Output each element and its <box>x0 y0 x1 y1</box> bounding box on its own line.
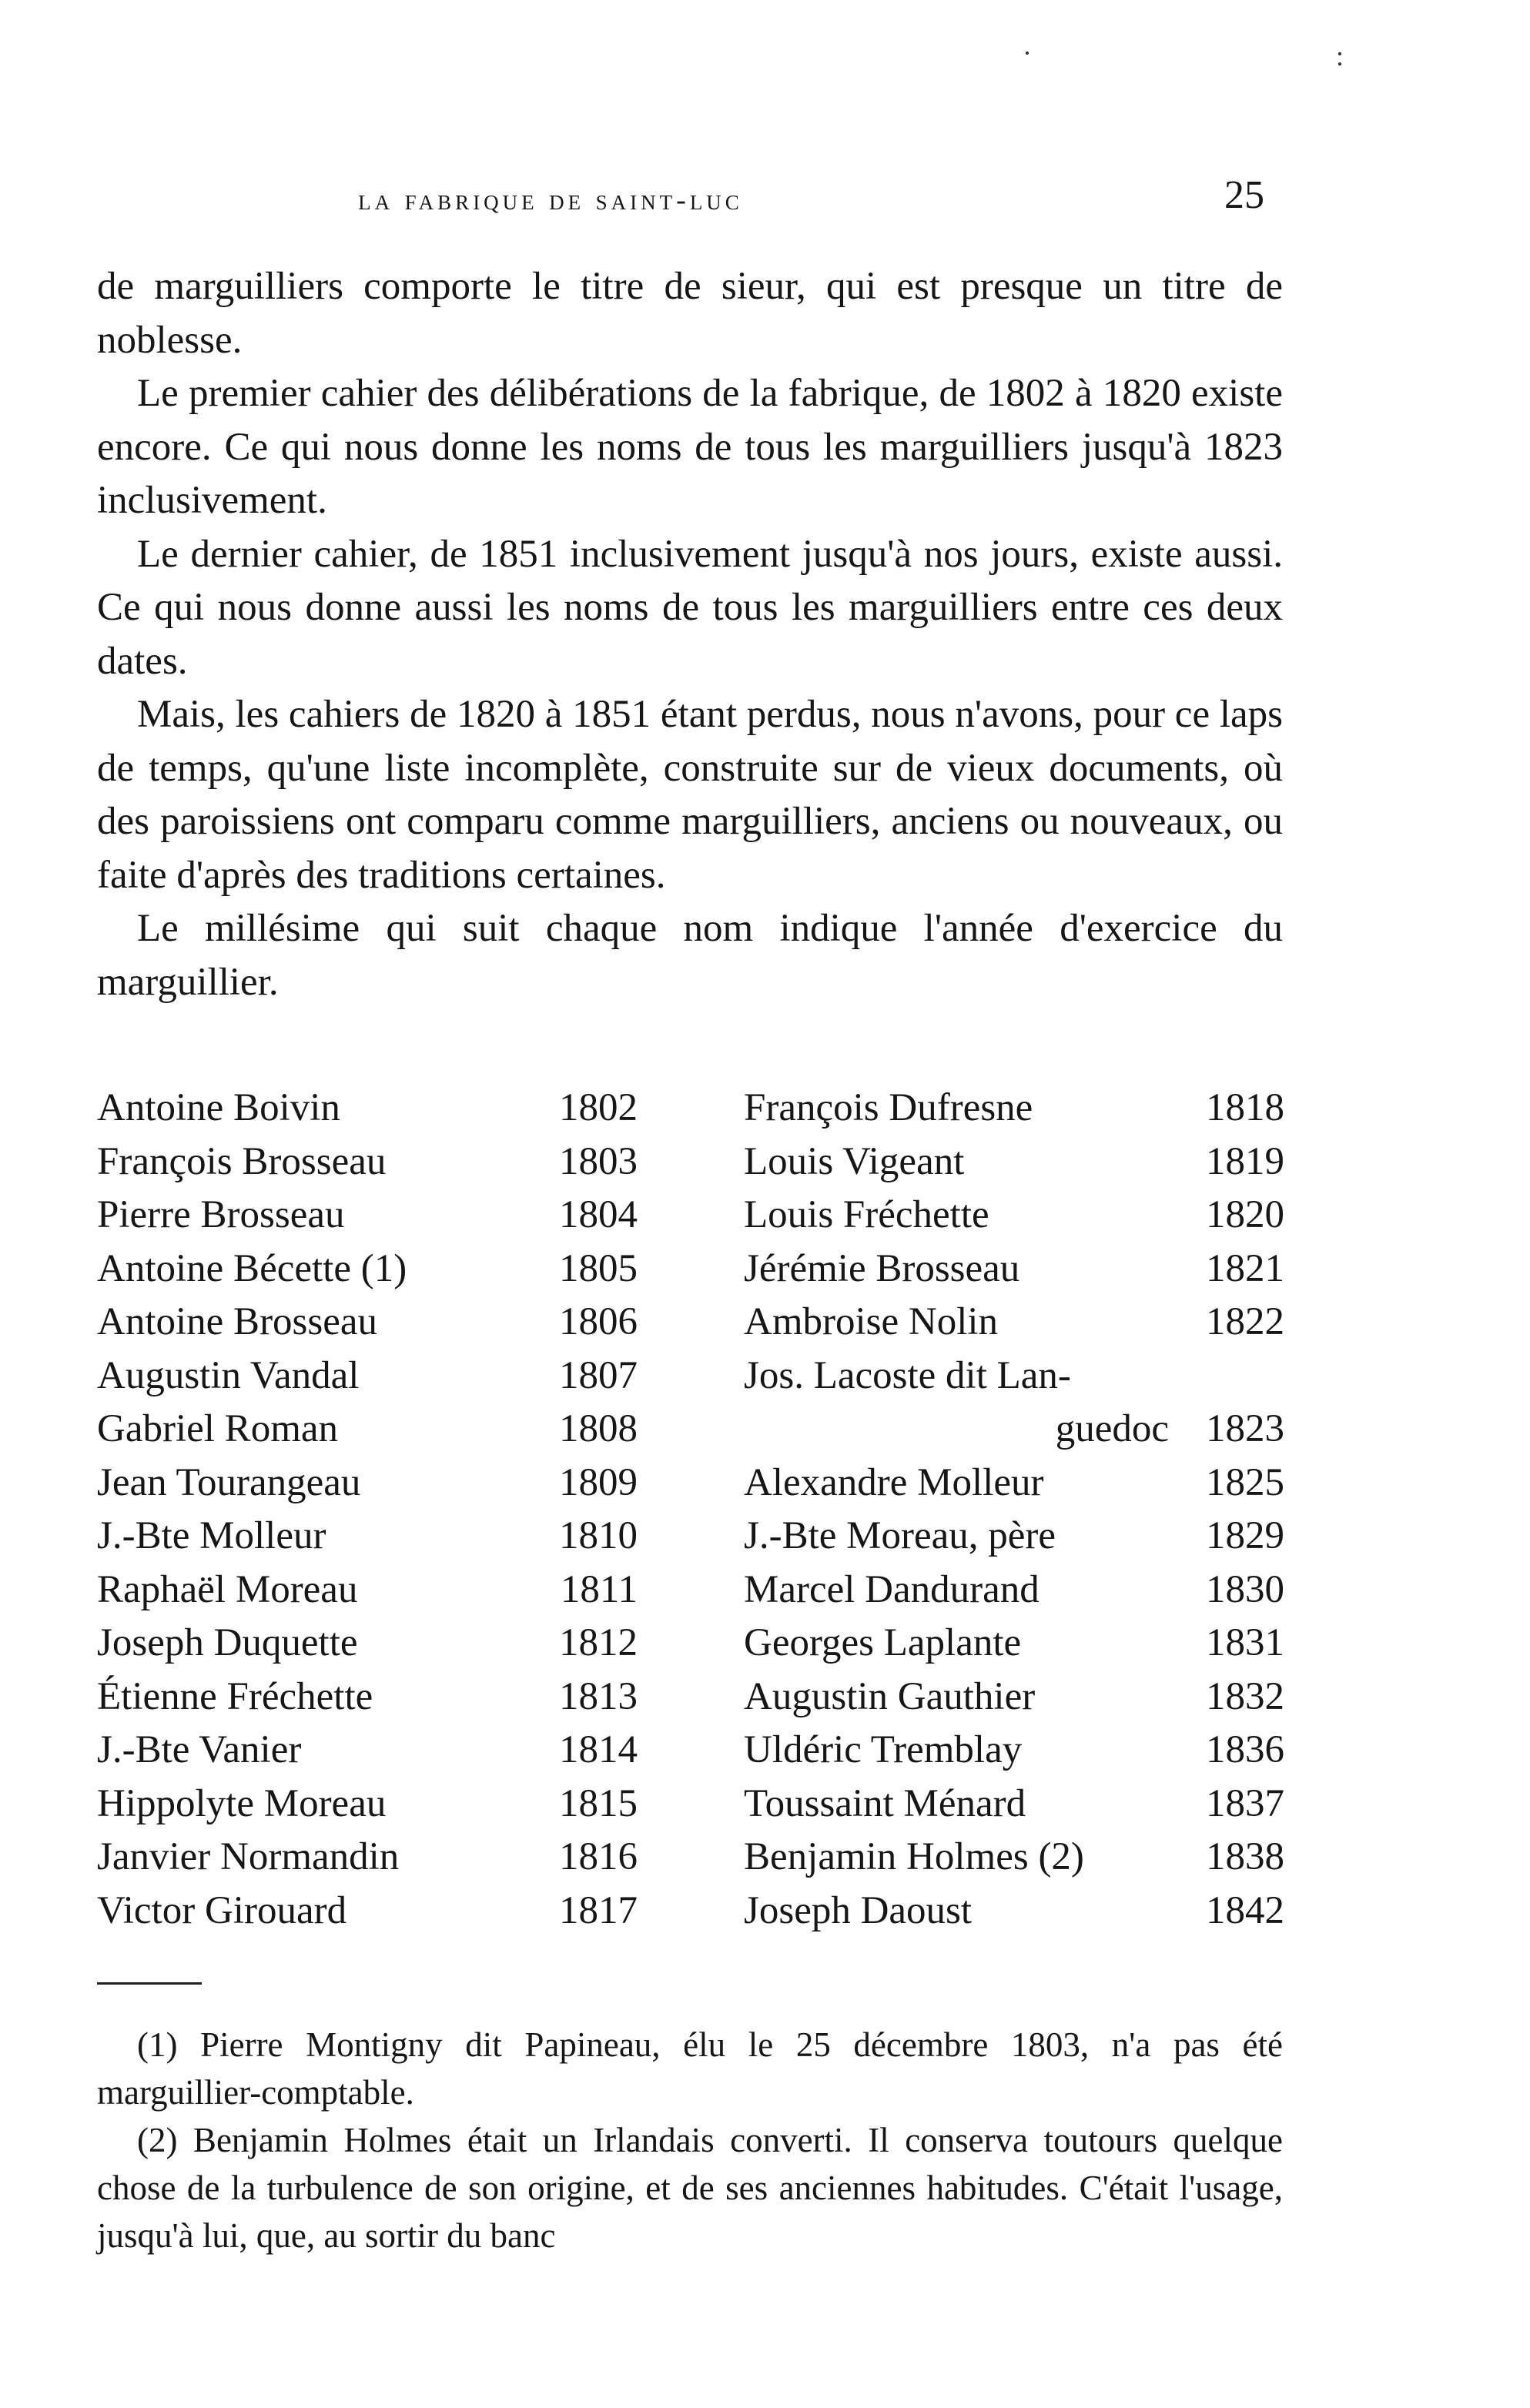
roster-year: 1822 <box>1206 1300 1284 1343</box>
roster-name: Joseph Duquette <box>97 1621 358 1664</box>
roster-year: 1832 <box>1206 1674 1284 1718</box>
roster-year: 1816 <box>559 1835 638 1878</box>
paragraph: Le millésime qui suit chaque nom indique l'année d'exercice du marguillier. <box>97 907 1283 1004</box>
roster-year: 1837 <box>1206 1781 1284 1825</box>
marguilliers-list-right <box>744 1082 1284 1938</box>
roster-row <box>744 1457 1284 1510</box>
roster-row <box>97 1617 638 1671</box>
roster-row <box>97 1564 638 1617</box>
roster-year: 1813 <box>559 1674 638 1718</box>
roster-row <box>744 1885 1284 1938</box>
roster-row <box>97 1242 638 1296</box>
roster-row <box>744 1135 1284 1189</box>
roster-name: Augustin Vandal <box>97 1353 360 1397</box>
roster-year: 1804 <box>559 1193 638 1236</box>
roster-name: Toussaint Ménard <box>744 1781 1026 1825</box>
roster-year: 1818 <box>1206 1086 1284 1129</box>
roster-row <box>97 1724 638 1778</box>
roster-name: Uldéric Tremblay <box>744 1728 1023 1771</box>
roster-row <box>97 1885 638 1938</box>
roster-row <box>744 1778 1284 1831</box>
roster-name: Hippolyte Moreau <box>97 1781 387 1825</box>
roster-year: 1812 <box>559 1621 638 1664</box>
roster-row <box>97 1349 638 1403</box>
roster-year: 1830 <box>1206 1567 1284 1611</box>
roster-row <box>744 1349 1284 1403</box>
roster-row <box>744 1671 1284 1724</box>
paragraph: Mais, les cahiers de 1820 à 1851 étant perdus, nous n'avons, pour ce laps de temps, qu'une liste incomplète, construite sur de vieux documents, où des paroissiens ont comparu comme marguilliers, anciens ou nouveaux, ou faite d'après des traditions certaines. <box>97 693 1283 897</box>
paragraph: Le premier cahier des délibérations de la fabrique, de 1802 à 1820 existe encore. Ce qui nous donne les noms de tous les marguilliers jusqu'à 1823 inclusivement. <box>97 372 1283 522</box>
roster-row <box>744 1403 1284 1457</box>
page-number: 25 <box>1224 173 1264 217</box>
roster-year: 1842 <box>1206 1888 1284 1932</box>
roster-row <box>97 1831 638 1885</box>
running-title: la fabrique de saint-luc <box>358 184 743 216</box>
roster-row <box>744 1564 1284 1617</box>
roster-year: 1821 <box>1206 1246 1284 1290</box>
roster-year: 1808 <box>559 1407 638 1450</box>
roster-name: J.-Bte Vanier <box>97 1728 302 1771</box>
roster-row <box>744 1082 1284 1135</box>
roster-row <box>97 1778 638 1831</box>
roster-name: Louis Vigeant <box>744 1139 965 1183</box>
roster-row <box>744 1242 1284 1296</box>
roster-row <box>744 1724 1284 1778</box>
roster-row <box>97 1510 638 1564</box>
roster-year: 1831 <box>1206 1621 1284 1664</box>
roster-row <box>744 1510 1284 1564</box>
roster-name: Ambroise Nolin <box>744 1300 999 1343</box>
paragraph: Le dernier cahier, de 1851 inclusivement jusqu'à nos jours, existe aussi. Ce qui nous donne aussi les noms de tous les marguilliers entre ces deux dates. <box>97 532 1283 683</box>
roster-name: Janvier Normandin <box>97 1835 400 1878</box>
roster-year: 1823 <box>1206 1407 1284 1450</box>
roster-year: 1802 <box>559 1086 638 1129</box>
roster-name: Raphaël Moreau <box>97 1567 358 1611</box>
roster-year: 1803 <box>559 1139 638 1183</box>
roster-year: 1836 <box>1206 1728 1284 1771</box>
roster-year: 1825 <box>1206 1460 1284 1504</box>
roster-row <box>744 1189 1284 1242</box>
roster-name: François Dufresne <box>744 1086 1033 1129</box>
roster-year: 1819 <box>1206 1139 1284 1183</box>
roster-name: Georges Laplante <box>744 1621 1022 1664</box>
scan-speck: : <box>1336 41 1344 72</box>
roster-name: Victor Girouard <box>97 1888 347 1932</box>
roster-row <box>97 1296 638 1349</box>
roster-year: 1815 <box>559 1781 638 1825</box>
roster-year: 1814 <box>559 1728 638 1771</box>
marguilliers-list-left <box>97 1082 638 1938</box>
roster-row <box>97 1189 638 1242</box>
roster-name: Louis Fréchette <box>744 1193 989 1236</box>
roster-name: François Brosseau <box>97 1139 387 1183</box>
roster-name: Antoine Bécette (1) <box>97 1246 407 1290</box>
paragraph: de marguilliers comporte le titre de sieur, qui est presque un titre de noblesse. <box>97 265 1283 362</box>
body-text <box>97 260 1283 1009</box>
roster-year: 1805 <box>559 1246 638 1290</box>
roster-row <box>97 1457 638 1510</box>
roster-name: Benjamin Holmes (2) <box>744 1835 1084 1878</box>
roster-row <box>97 1082 638 1135</box>
roster-name: Alexandre Molleur <box>744 1460 1044 1504</box>
roster-name-continuation: guedoc <box>1055 1407 1169 1450</box>
roster-year: 1820 <box>1206 1193 1284 1236</box>
roster-name: Antoine Boivin <box>97 1086 340 1129</box>
roster-name: J.-Bte Molleur <box>97 1514 326 1557</box>
roster-row <box>744 1617 1284 1671</box>
roster-name: Jérémie Brosseau <box>744 1246 1020 1290</box>
roster-name: J.-Bte Moreau, père <box>744 1514 1056 1557</box>
footnotes <box>97 2021 1283 2259</box>
roster-year: 1838 <box>1206 1835 1284 1878</box>
footnote-rule <box>97 1982 202 1985</box>
roster-name: Augustin Gauthier <box>744 1674 1036 1718</box>
roster-name: Pierre Brosseau <box>97 1193 345 1236</box>
roster-row <box>744 1296 1284 1349</box>
footnote: (1) Pierre Montigny dit Papineau, élu le 25 décembre 1803, n'a pas été marguillier-comptable. <box>97 2025 1283 2112</box>
roster-row <box>97 1135 638 1189</box>
roster-row <box>744 1831 1284 1885</box>
roster-name: Antoine Brosseau <box>97 1300 378 1343</box>
roster-year: 1807 <box>559 1353 638 1397</box>
roster-year: 1817 <box>559 1888 638 1932</box>
roster-row <box>97 1403 638 1457</box>
roster-name: Joseph Daoust <box>744 1888 973 1932</box>
roster-name: Jos. Lacoste dit Lan- <box>744 1353 1071 1397</box>
footnote: (2) Benjamin Holmes était un Irlandais converti. Il conserva toutours quelque chose de la turbulence de son origine, et de ses anciennes habitudes. C'était l'usage, jusqu'à lui, que, au sortir du banc <box>97 2121 1283 2255</box>
roster-year: 1811 <box>560 1567 638 1611</box>
roster-year: 1806 <box>559 1300 638 1343</box>
scan-speck: · <box>1023 38 1032 69</box>
roster-name: Jean Tourangeau <box>97 1460 361 1504</box>
roster-row <box>97 1671 638 1724</box>
roster-year: 1829 <box>1206 1514 1284 1557</box>
roster-name: Marcel Dandurand <box>744 1567 1040 1611</box>
roster-name: Étienne Fréchette <box>97 1674 373 1718</box>
roster-name: Gabriel Roman <box>97 1407 338 1450</box>
roster-year: 1810 <box>559 1514 638 1557</box>
roster-year: 1809 <box>559 1460 638 1504</box>
